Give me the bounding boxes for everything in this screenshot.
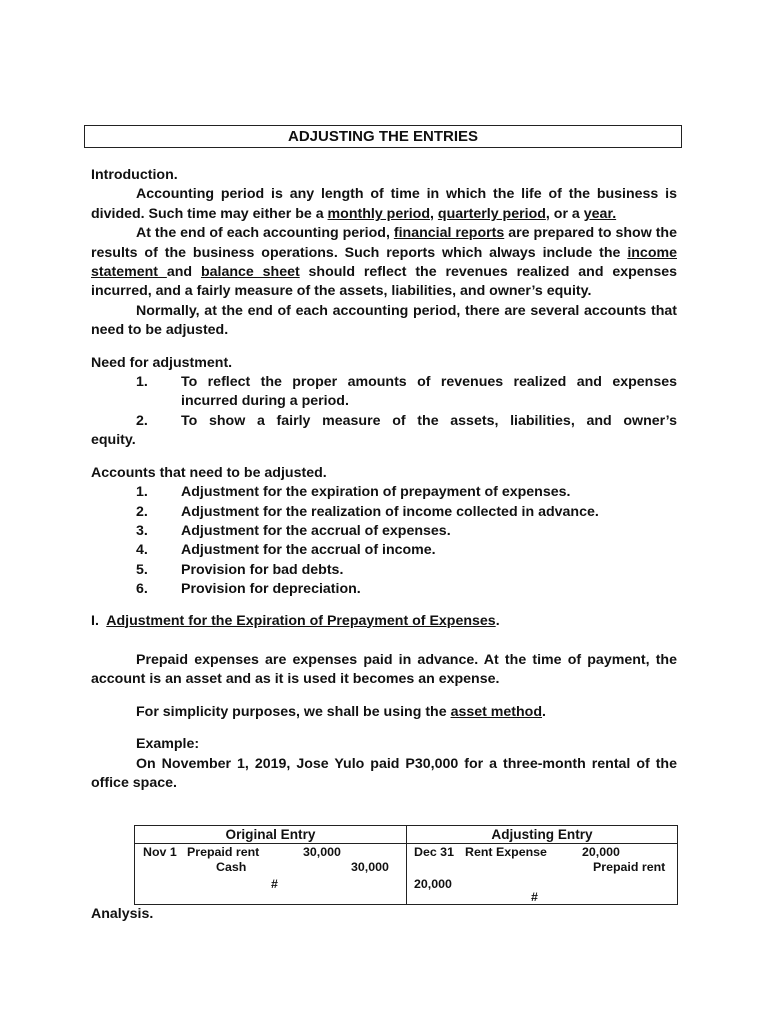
term-asset-method: asset method — [450, 703, 543, 720]
accounts-heading: Accounts that need to be adjusted. — [91, 464, 327, 481]
term-income-statement: income statement — [91, 244, 677, 281]
orig-hash: # — [271, 877, 278, 891]
adj-debit-amount: 20,000 — [582, 845, 620, 859]
list-item-text: Adjustment for the accrual of expenses. — [181, 522, 451, 539]
adj-credit-account: Prepaid rent — [593, 860, 666, 874]
intro-paragraph-1 — [91, 185, 677, 224]
intro-p1-sep2: , or a — [545, 205, 584, 222]
method-text: For simplicity purposes, we shall be using the — [136, 703, 451, 720]
need-heading: Need for adjustment. — [91, 354, 233, 371]
journal-entry-table — [134, 825, 678, 905]
list-item-number: 1. — [136, 484, 148, 501]
analysis-label: Analysis. — [91, 906, 154, 922]
adjusting-entry-header: Adjusting Entry — [407, 826, 678, 844]
need-item-2-line2: equity. — [91, 432, 136, 449]
list-item-text: Provision for depreciation. — [181, 581, 361, 598]
intro-p2-text-c: and — [166, 264, 201, 281]
list-item-number: 4. — [136, 542, 148, 559]
list-item-text: Adjustment for the accrual of income. — [181, 542, 436, 559]
list-item — [91, 541, 677, 560]
list-item-text: Adjustment for the expiration of prepayment of expenses. — [181, 484, 571, 501]
intro-heading: Introduction. — [91, 167, 178, 183]
list-item — [91, 483, 677, 502]
example-label: Example: — [136, 736, 200, 753]
intro-p1-text: Accounting period is any length of time in which the life of the business is divided. Such time may either be a — [91, 186, 677, 222]
intro-paragraph-2 — [91, 224, 677, 302]
method-paragraph — [91, 703, 677, 722]
list-item — [91, 503, 677, 522]
section-1-heading — [91, 612, 677, 631]
orig-debit-account: Prepaid rent — [187, 845, 260, 859]
adj-date: Dec 31 — [414, 845, 454, 859]
intro-paragraph-3: Normally, at the end of each accounting period, there are several accounts that need to be adjusted. — [91, 302, 677, 339]
intro-p2-text-b: are prepared to show the results of the business operations. Such reports which always include the — [91, 225, 677, 261]
document-body — [91, 166, 677, 793]
list-item-number: 6. — [136, 581, 148, 598]
prepaid-paragraph: Prepaid expenses are expenses paid in advance. At the time of payment, the account is an asset and as it is used it becomes an expense. — [91, 651, 677, 688]
adj-debit-account: Rent Expense — [465, 845, 547, 859]
list-item — [91, 580, 677, 599]
orig-date: Nov 1 — [143, 845, 177, 859]
term-balance-sheet: balance sheet — [200, 264, 300, 281]
intro-p1-sep1: , — [430, 205, 438, 222]
need-item-1 — [91, 373, 677, 392]
section-1-suffix: . — [495, 612, 500, 629]
original-entry-cell — [135, 844, 407, 905]
adj-credit-amount: 20,000 — [414, 877, 452, 891]
list-item — [91, 522, 677, 541]
list-item — [91, 561, 677, 580]
need-item-2 — [91, 412, 677, 431]
list-item-number: 5. — [136, 561, 148, 578]
need-item-2-number: 2. — [136, 412, 148, 429]
term-year: year. — [583, 205, 617, 222]
section-1-prefix: I. — [91, 612, 107, 629]
need-item-1-number: 1. — [136, 374, 148, 391]
adjusting-entry-cell — [407, 844, 678, 905]
original-entry-header: Original Entry — [135, 826, 407, 844]
term-quarterly-period: quarterly period — [437, 205, 546, 222]
list-item-number: 2. — [136, 503, 148, 520]
need-item-2-line1: To show a fairly measure of the assets, liabilities, and owner’s — [181, 412, 677, 429]
term-financial-reports: financial reports — [393, 225, 505, 242]
method-period: . — [542, 703, 546, 720]
need-item-1-line2: incurred during a period. — [181, 393, 349, 410]
adj-hash: # — [531, 890, 538, 904]
list-item-text: Provision for bad debts. — [181, 561, 344, 578]
term-monthly-period: monthly period — [327, 205, 431, 222]
need-item-1-line1: To reflect the proper amounts of revenues realized and expenses — [181, 374, 677, 391]
section-1-title: Adjustment for the Expiration of Prepayment of Expenses — [106, 612, 496, 629]
example-text: On November 1, 2019, Jose Yulo paid P30,000 for a three-month rental of the office space. — [91, 755, 677, 791]
orig-debit-amount: 30,000 — [303, 845, 341, 859]
list-item-text: Adjustment for the realization of income collected in advance. — [181, 503, 599, 520]
orig-credit-account: Cash — [216, 860, 247, 874]
intro-p2-text-d: should reflect the revenues realized and expenses incurred, and a fairly measure of the assets, liabilities, and owner’s equity. — [91, 264, 678, 300]
orig-credit-amount: 30,000 — [351, 860, 389, 874]
intro-p2-text-a: At the end of each accounting period, — [136, 225, 394, 242]
list-item-number: 3. — [136, 522, 148, 539]
page-title: ADJUSTING THE ENTRIES — [84, 125, 682, 148]
